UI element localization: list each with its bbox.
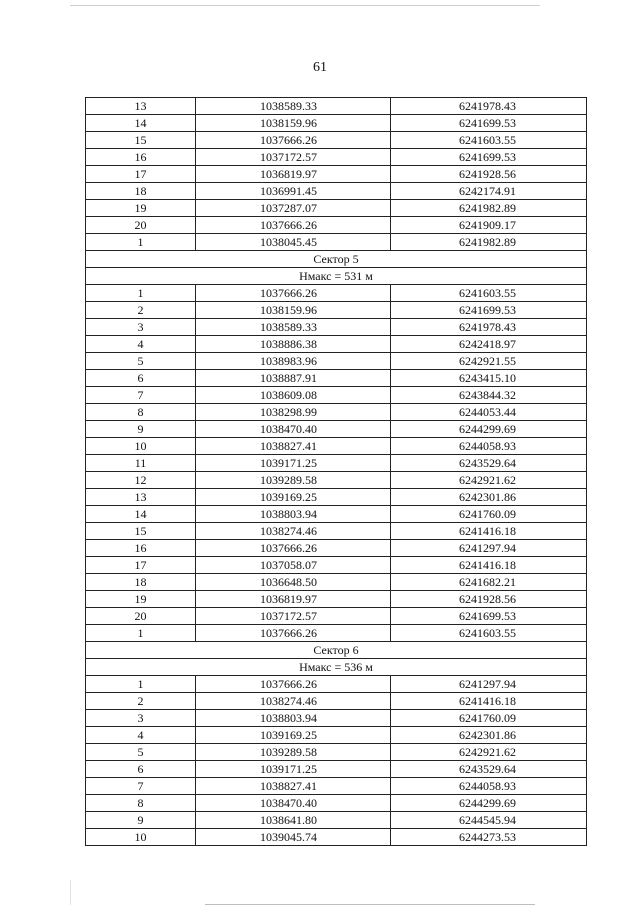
- y-coordinate-cell: 6241982.89: [391, 234, 587, 251]
- point-number-cell: 1: [86, 234, 196, 251]
- x-coordinate-cell: 1037172.57: [196, 608, 391, 625]
- table-row: [86, 472, 587, 489]
- scan-edge-left: [70, 880, 71, 905]
- table-row: [86, 676, 587, 693]
- y-coordinate-cell: 6242921.55: [391, 353, 587, 370]
- point-number-cell: 10: [86, 438, 196, 455]
- x-coordinate-cell: 1038274.46: [196, 693, 391, 710]
- y-coordinate-cell: 6241928.56: [391, 166, 587, 183]
- point-number-cell: 1: [86, 285, 196, 302]
- point-number-cell: 4: [86, 336, 196, 353]
- point-number-cell: 8: [86, 404, 196, 421]
- table-row: [86, 812, 587, 829]
- point-number-cell: 15: [86, 523, 196, 540]
- table-row: [86, 778, 587, 795]
- table-row: [86, 353, 587, 370]
- table-row: [86, 829, 587, 846]
- x-coordinate-cell: 1036819.97: [196, 591, 391, 608]
- y-coordinate-cell: 6242301.86: [391, 489, 587, 506]
- x-coordinate-cell: 1038827.41: [196, 438, 391, 455]
- point-number-cell: 12: [86, 472, 196, 489]
- x-coordinate-cell: 1038045.45: [196, 234, 391, 251]
- x-coordinate-cell: 1038159.96: [196, 115, 391, 132]
- table-row: [86, 506, 587, 523]
- section-header-row: [86, 251, 587, 268]
- y-coordinate-cell: 6241416.18: [391, 693, 587, 710]
- scan-edge-top: [70, 5, 540, 6]
- table-row: [86, 200, 587, 217]
- y-coordinate-cell: 6241699.53: [391, 115, 587, 132]
- table-row: [86, 336, 587, 353]
- y-coordinate-cell: 6242921.62: [391, 472, 587, 489]
- table-row: [86, 591, 587, 608]
- point-number-cell: 19: [86, 200, 196, 217]
- section-header: Сектор 6: [86, 642, 587, 659]
- y-coordinate-cell: 6241297.94: [391, 676, 587, 693]
- x-coordinate-cell: 1037666.26: [196, 285, 391, 302]
- table-row: [86, 285, 587, 302]
- y-coordinate-cell: 6244299.69: [391, 421, 587, 438]
- coordinates-table: [85, 97, 587, 846]
- point-number-cell: 2: [86, 302, 196, 319]
- point-number-cell: 1: [86, 676, 196, 693]
- y-coordinate-cell: 6241603.55: [391, 132, 587, 149]
- x-coordinate-cell: 1039171.25: [196, 761, 391, 778]
- x-coordinate-cell: 1038589.33: [196, 319, 391, 336]
- table-row: [86, 370, 587, 387]
- x-coordinate-cell: 1037666.26: [196, 132, 391, 149]
- y-coordinate-cell: 6244273.53: [391, 829, 587, 846]
- y-coordinate-cell: 6241416.18: [391, 523, 587, 540]
- point-number-cell: 14: [86, 506, 196, 523]
- y-coordinate-cell: 6243529.64: [391, 761, 587, 778]
- x-coordinate-cell: 1038886.38: [196, 336, 391, 353]
- table-row: [86, 421, 587, 438]
- table-row: [86, 693, 587, 710]
- y-coordinate-cell: 6241928.56: [391, 591, 587, 608]
- page-number: 61: [313, 60, 327, 75]
- table-row: [86, 98, 587, 115]
- table-row: [86, 149, 587, 166]
- y-coordinate-cell: 6243415.10: [391, 370, 587, 387]
- x-coordinate-cell: 1038803.94: [196, 710, 391, 727]
- point-number-cell: 20: [86, 608, 196, 625]
- x-coordinate-cell: 1036991.45: [196, 183, 391, 200]
- table-row: [86, 489, 587, 506]
- x-coordinate-cell: 1039171.25: [196, 455, 391, 472]
- y-coordinate-cell: 6241603.55: [391, 285, 587, 302]
- table-row: [86, 132, 587, 149]
- table-row: [86, 557, 587, 574]
- point-number-cell: 19: [86, 591, 196, 608]
- y-coordinate-cell: 6242921.62: [391, 744, 587, 761]
- point-number-cell: 17: [86, 166, 196, 183]
- point-number-cell: 15: [86, 132, 196, 149]
- point-number-cell: 8: [86, 795, 196, 812]
- point-number-cell: 5: [86, 744, 196, 761]
- y-coordinate-cell: 6244058.93: [391, 778, 587, 795]
- point-number-cell: 16: [86, 540, 196, 557]
- x-coordinate-cell: 1038887.91: [196, 370, 391, 387]
- point-number-cell: 13: [86, 98, 196, 115]
- x-coordinate-cell: 1038470.40: [196, 421, 391, 438]
- y-coordinate-cell: 6242418.97: [391, 336, 587, 353]
- y-coordinate-cell: 6241760.09: [391, 710, 587, 727]
- y-coordinate-cell: 6243844.32: [391, 387, 587, 404]
- section-header: Нмакс = 536 м: [86, 659, 587, 676]
- x-coordinate-cell: 1038298.99: [196, 404, 391, 421]
- table-row: [86, 166, 587, 183]
- point-number-cell: 9: [86, 421, 196, 438]
- y-coordinate-cell: 6242174.91: [391, 183, 587, 200]
- x-coordinate-cell: 1039169.25: [196, 489, 391, 506]
- x-coordinate-cell: 1038803.94: [196, 506, 391, 523]
- table-row: [86, 438, 587, 455]
- point-number-cell: 18: [86, 183, 196, 200]
- x-coordinate-cell: 1037287.07: [196, 200, 391, 217]
- point-number-cell: 13: [86, 489, 196, 506]
- y-coordinate-cell: 6241978.43: [391, 319, 587, 336]
- point-number-cell: 5: [86, 353, 196, 370]
- table-row: [86, 234, 587, 251]
- table-row: [86, 727, 587, 744]
- table-row: [86, 217, 587, 234]
- table-row: [86, 455, 587, 472]
- y-coordinate-cell: 6241978.43: [391, 98, 587, 115]
- point-number-cell: 2: [86, 693, 196, 710]
- y-coordinate-cell: 6241982.89: [391, 200, 587, 217]
- point-number-cell: 7: [86, 778, 196, 795]
- y-coordinate-cell: 6241603.55: [391, 625, 587, 642]
- table-row: [86, 608, 587, 625]
- x-coordinate-cell: 1037058.07: [196, 557, 391, 574]
- y-coordinate-cell: 6243529.64: [391, 455, 587, 472]
- point-number-cell: 7: [86, 387, 196, 404]
- y-coordinate-cell: 6242301.86: [391, 727, 587, 744]
- table-row: [86, 183, 587, 200]
- section-header-row: [86, 642, 587, 659]
- table-row: [86, 574, 587, 591]
- table-row: [86, 710, 587, 727]
- y-coordinate-cell: 6241909.17: [391, 217, 587, 234]
- x-coordinate-cell: 1039045.74: [196, 829, 391, 846]
- point-number-cell: 1: [86, 625, 196, 642]
- point-number-cell: 17: [86, 557, 196, 574]
- coordinates-table-body: [86, 98, 587, 846]
- point-number-cell: 6: [86, 370, 196, 387]
- point-number-cell: 6: [86, 761, 196, 778]
- y-coordinate-cell: 6241760.09: [391, 506, 587, 523]
- y-coordinate-cell: 6241699.53: [391, 302, 587, 319]
- x-coordinate-cell: 1037666.26: [196, 625, 391, 642]
- y-coordinate-cell: 6244299.69: [391, 795, 587, 812]
- x-coordinate-cell: 1038641.80: [196, 812, 391, 829]
- y-coordinate-cell: 6244053.44: [391, 404, 587, 421]
- section-header: Нмакс = 531 м: [86, 268, 587, 285]
- section-header: Сектор 5: [86, 251, 587, 268]
- point-number-cell: 3: [86, 710, 196, 727]
- x-coordinate-cell: 1038470.40: [196, 795, 391, 812]
- table-row: [86, 319, 587, 336]
- y-coordinate-cell: 6241297.94: [391, 540, 587, 557]
- table-row: [86, 523, 587, 540]
- y-coordinate-cell: 6244545.94: [391, 812, 587, 829]
- x-coordinate-cell: 1037666.26: [196, 217, 391, 234]
- table-row: [86, 795, 587, 812]
- point-number-cell: 10: [86, 829, 196, 846]
- point-number-cell: 14: [86, 115, 196, 132]
- point-number-cell: 9: [86, 812, 196, 829]
- x-coordinate-cell: 1038983.96: [196, 353, 391, 370]
- point-number-cell: 4: [86, 727, 196, 744]
- y-coordinate-cell: 6241699.53: [391, 149, 587, 166]
- x-coordinate-cell: 1038159.96: [196, 302, 391, 319]
- x-coordinate-cell: 1037666.26: [196, 540, 391, 557]
- y-coordinate-cell: 6244058.93: [391, 438, 587, 455]
- point-number-cell: 16: [86, 149, 196, 166]
- x-coordinate-cell: 1036819.97: [196, 166, 391, 183]
- x-coordinate-cell: 1039169.25: [196, 727, 391, 744]
- table-row: [86, 387, 587, 404]
- x-coordinate-cell: 1039289.58: [196, 472, 391, 489]
- x-coordinate-cell: 1038827.41: [196, 778, 391, 795]
- y-coordinate-cell: 6241682.21: [391, 574, 587, 591]
- table-row: [86, 404, 587, 421]
- table-row: [86, 540, 587, 557]
- x-coordinate-cell: 1038274.46: [196, 523, 391, 540]
- point-number-cell: 3: [86, 319, 196, 336]
- x-coordinate-cell: 1036648.50: [196, 574, 391, 591]
- table-row: [86, 744, 587, 761]
- section-header-row: [86, 268, 587, 285]
- table-row: [86, 115, 587, 132]
- table-row: [86, 761, 587, 778]
- x-coordinate-cell: 1037666.26: [196, 676, 391, 693]
- y-coordinate-cell: 6241416.18: [391, 557, 587, 574]
- x-coordinate-cell: 1037172.57: [196, 149, 391, 166]
- y-coordinate-cell: 6241699.53: [391, 608, 587, 625]
- x-coordinate-cell: 1038609.08: [196, 387, 391, 404]
- point-number-cell: 18: [86, 574, 196, 591]
- point-number-cell: 11: [86, 455, 196, 472]
- table-row: [86, 625, 587, 642]
- point-number-cell: 20: [86, 217, 196, 234]
- x-coordinate-cell: 1038589.33: [196, 98, 391, 115]
- table-row: [86, 302, 587, 319]
- section-header-row: [86, 659, 587, 676]
- x-coordinate-cell: 1039289.58: [196, 744, 391, 761]
